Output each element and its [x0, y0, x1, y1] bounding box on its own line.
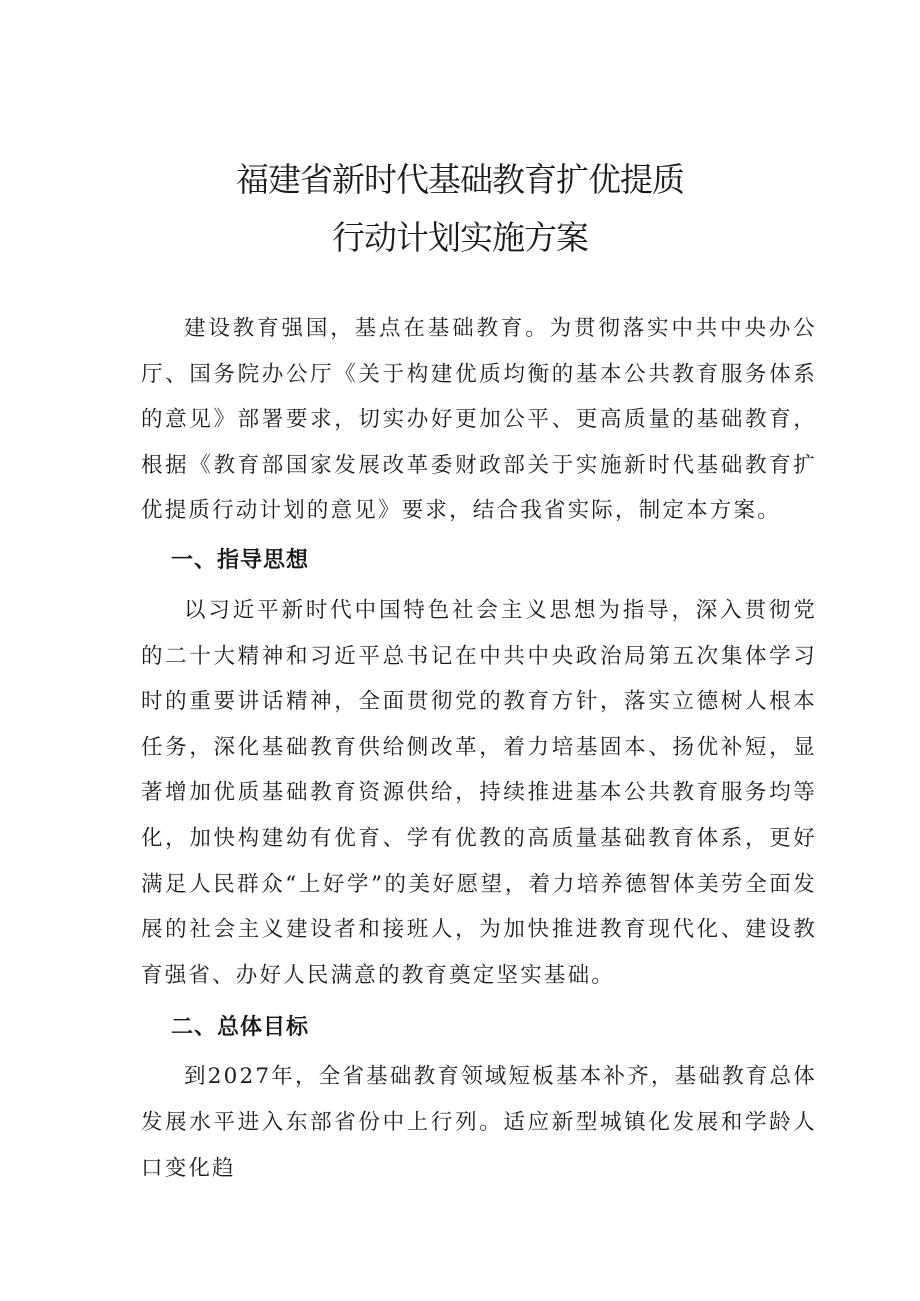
- document-title-line-2: 行动计划实施方案: [332, 218, 588, 257]
- section-heading-overall-goals: 二、总体目标: [171, 1015, 310, 1041]
- section-heading-guiding-thought: 一、指导思想: [171, 547, 310, 573]
- intro-paragraph: 建设教育强国，基点在基础教育。为贯彻落实中共中央办公厅、国务院办公厅《关于构建优质均衡的基本公共教育服务体系的意见》部署要求，切实办好更加公平、更高质量的基础教育，根据《教育部国家发展改革委财政部关于实施新时代基础教育扩优提质行动计划的意见》要求，结合我省实际，制定本方案。: [141, 316, 817, 524]
- overall-goals-paragraph: 到2027年，全省基础教育领域短板基本补齐，基础教育总体发展水平进入东部省份中上行列。适应新型城镇化发展和学龄人口变化趋: [141, 1064, 817, 1181]
- document-title-line-1: 福建省新时代基础教育扩优提质: [236, 160, 684, 199]
- document-body: [141, 306, 817, 1191]
- guiding-thought-paragraph: 以习近平新时代中国特色社会主义思想为指导，深入贯彻党的二十大精神和习近平总书记在中共中央政治局第五次集体学习时的重要讲话精神，全面贯彻党的教育方针，落实立德树人根本任务，深化基础教育供给侧改革，着力培基固本、扬优补短，显著增加优质基础教育资源供给，持续推进基本公共教育服务均等化，加快构建幼有优育、学有优教的高质量基础教育体系，更好满足人民群众“上好学”的美好愿望，着力培养德智体美劳全面发展的社会主义建设者和接班人，为加快推进教育现代化、建设教育强省、办好人民满意的教育奠定坚实基础。: [141, 597, 817, 988]
